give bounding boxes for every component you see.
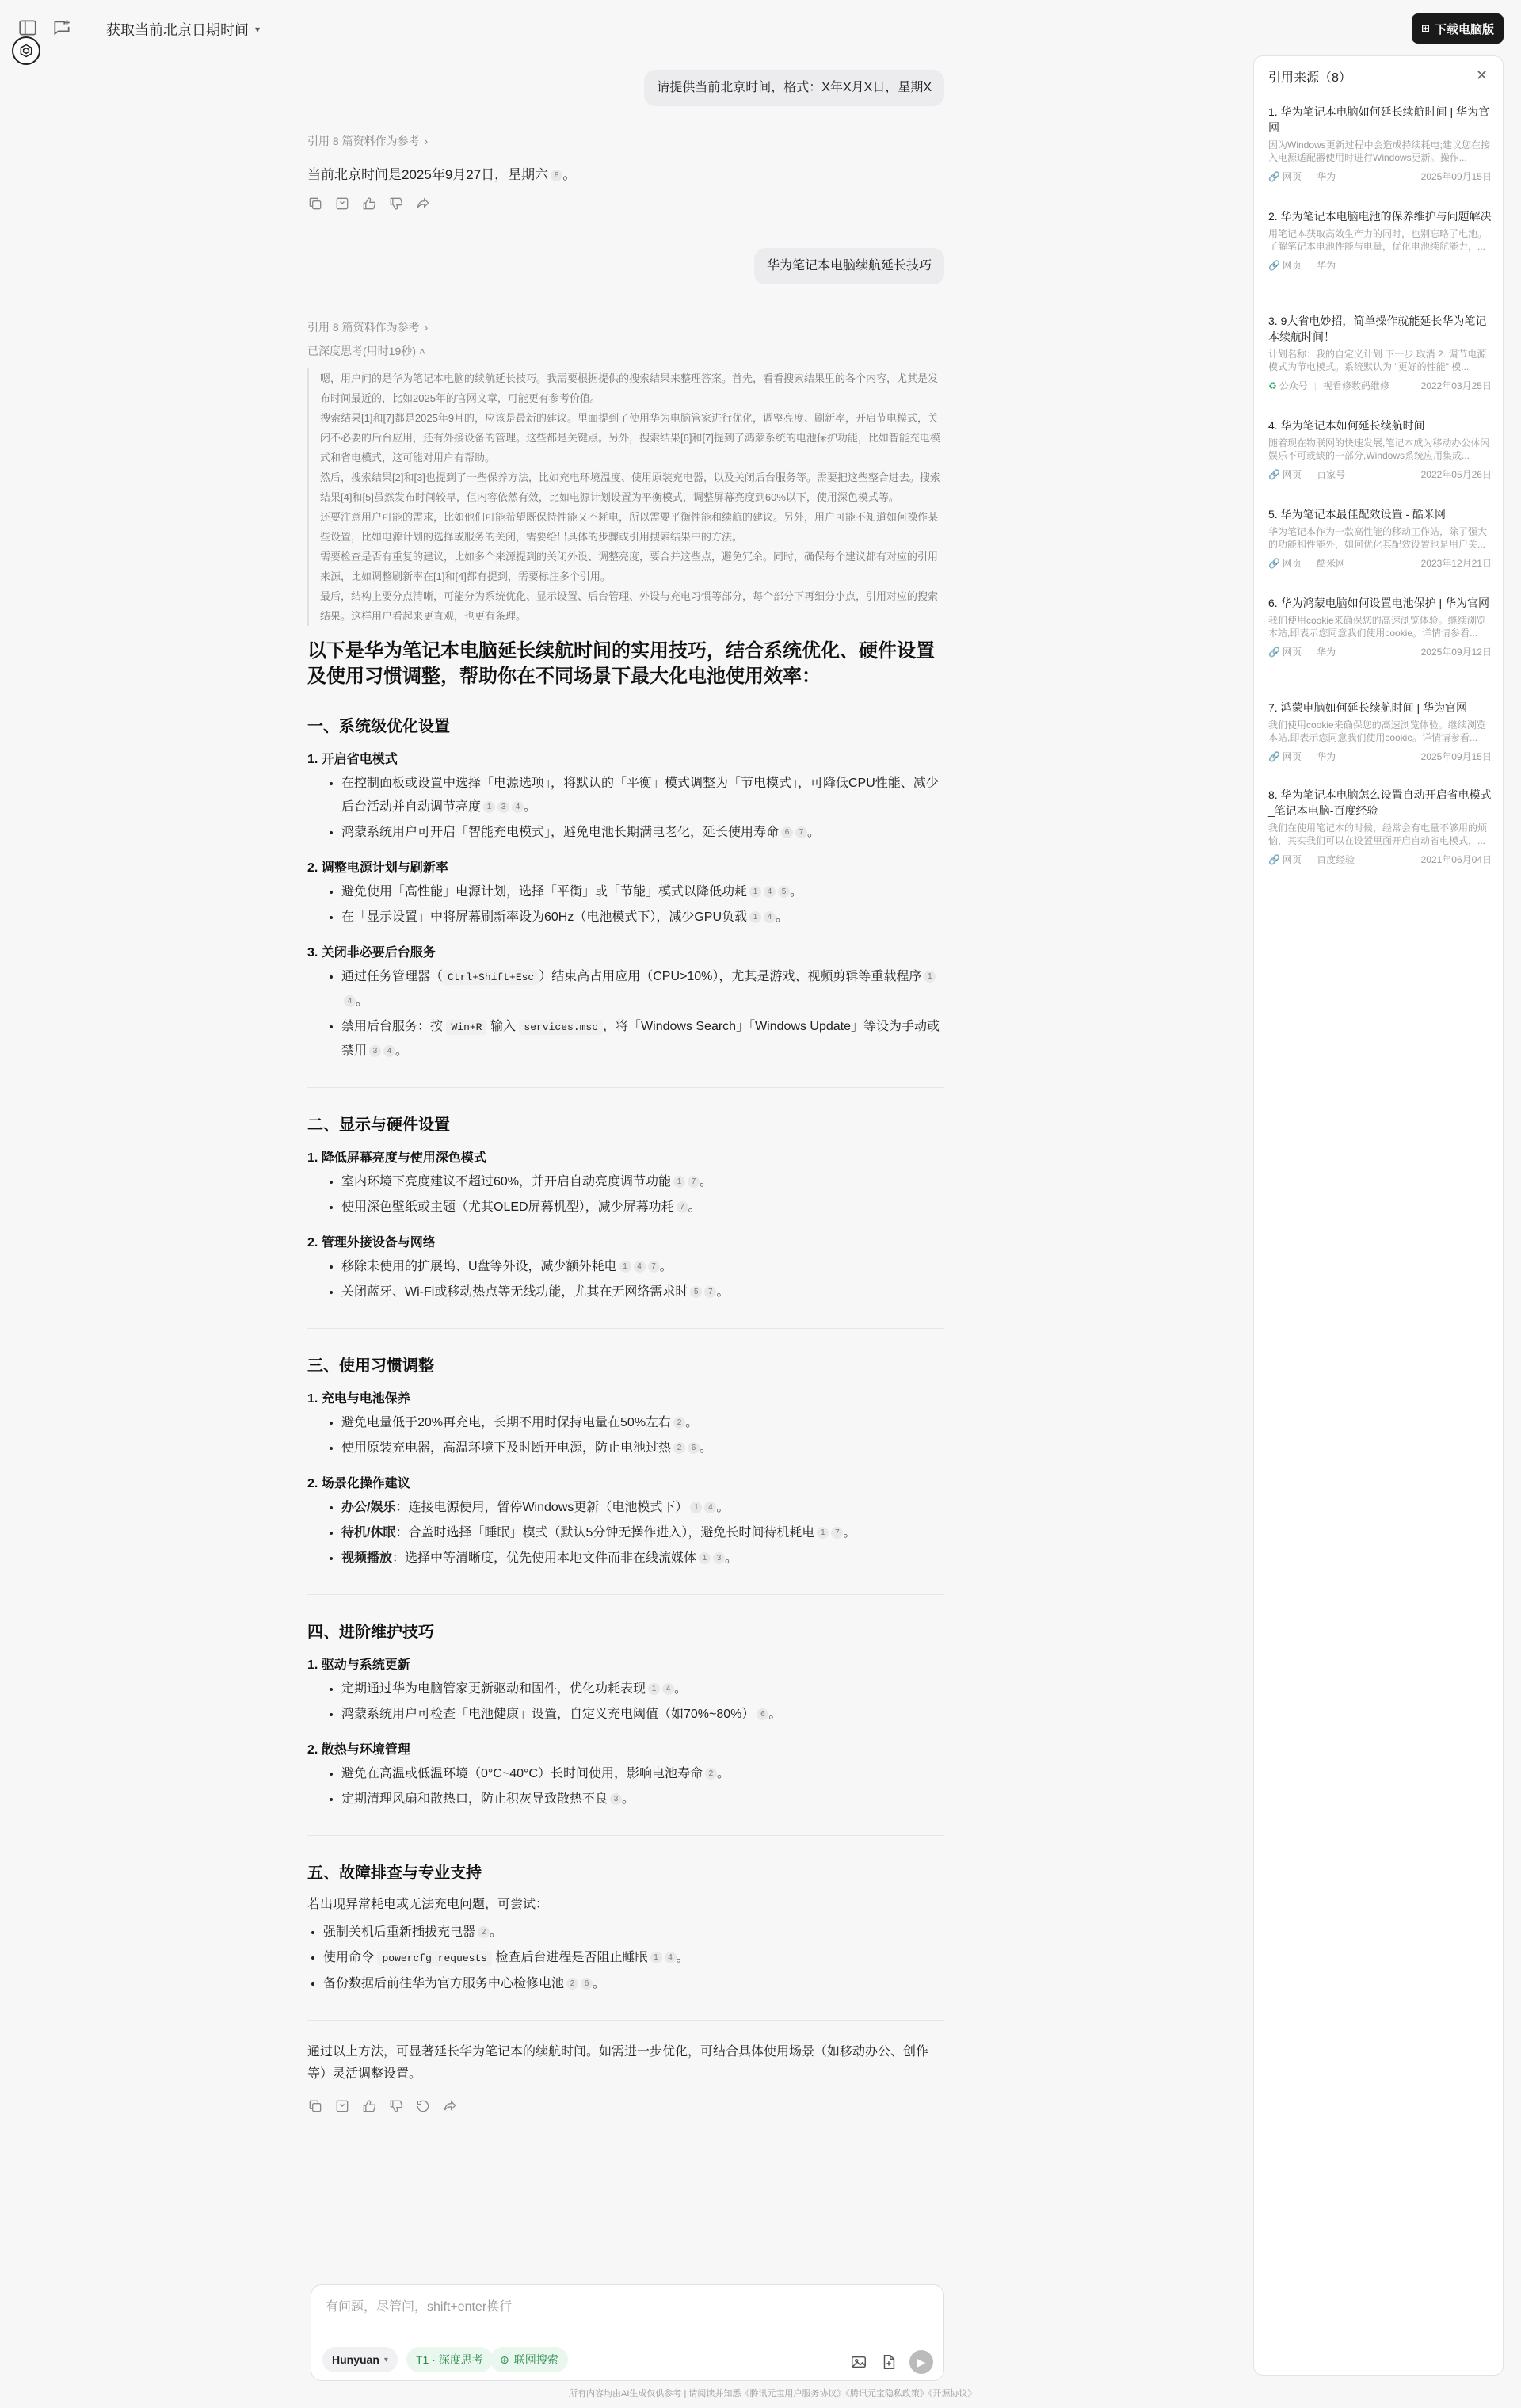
- source-meta: ♻ 公众号 | 视看修数码维修 2022年03月25日: [1268, 380, 1492, 391]
- list-item: • 避免在高温或低温环境（0°C~40°C）长时间使用，影响电池寿命 2 。: [341, 1762, 944, 1786]
- bullet-list: [307, 1762, 944, 1811]
- list-item: • 备份数据后前往华为官方服务中心检修电池 2 6 。: [323, 1972, 944, 1996]
- citation[interactable]: 4: [634, 1261, 646, 1273]
- list-item-text: ：合盖时选择「睡眠」模式（默认5分钟无操作进入），避免长时间待机耗电: [395, 1526, 815, 1540]
- chevron-right-icon: ›: [424, 321, 429, 334]
- list-item: • 移除未使用的扩展坞、U盘等外设，减少额外耗电 1 4 7 。: [341, 1255, 944, 1279]
- bullet-list: [307, 1255, 944, 1304]
- citation[interactable]: 2: [705, 1768, 717, 1780]
- source-item[interactable]: [1268, 595, 1492, 658]
- reference-toggle[interactable]: [307, 133, 944, 149]
- reference-toggle[interactable]: [307, 319, 944, 335]
- message-actions: [307, 196, 944, 212]
- list-item: • 避免电量低于20%再充电，长期不用时保持电量在50%左右 2 。: [341, 1411, 944, 1435]
- app-logo-button[interactable]: [12, 36, 40, 65]
- source-snippet: 因为Windows更新过程中会造成持续耗电;建议您在接入电源适配器使用时进行Windows更新。操作...: [1268, 139, 1491, 163]
- source-date: 2025年09月12日: [1420, 647, 1492, 658]
- logo-icon: [18, 43, 34, 59]
- source-title: 8. 华为笔记本电脑怎么设置自动开启省电模式_笔记本电脑-百度经验: [1268, 788, 1492, 817]
- windows-icon: ⊞: [1421, 22, 1430, 34]
- shortcut-code: Ctrl+Shift+Esc: [443, 970, 539, 985]
- shortcut-code: Win+R: [446, 1020, 486, 1035]
- citation[interactable]: 7: [688, 1176, 700, 1188]
- bullet-list: [307, 1921, 944, 1996]
- source-date: 2021年06月04日: [1420, 854, 1492, 865]
- section-heading: 四、进阶维护技巧: [307, 1624, 434, 1641]
- source-item[interactable]: [1268, 208, 1492, 272]
- source-item[interactable]: [1268, 506, 1492, 570]
- source-type: 网页: [1282, 260, 1302, 271]
- list-item-text: 通过任务管理器（: [341, 970, 444, 983]
- citation[interactable]: 4: [344, 995, 356, 1007]
- list-item: • 视频播放：选择中等清晰度，优先使用本地文件而非在线流媒体 1 3 。: [341, 1547, 944, 1570]
- model-name: Hunyuan: [332, 2353, 379, 2366]
- reference-count: 引用 8 篇资料作为参考: [307, 135, 420, 147]
- list-item-label: 办公/娱乐: [341, 1501, 396, 1514]
- thinking-paragraph: 然后，搜索结果[2]和[3]也提到了一些保养方法，比如充电环境温度、使用原装充电器，以及关闭后台服务等。需要把这些整合进去。搜索结果[4]和[5]虽然发布时间较早，但内容依然有效，比如电源计划设置为平衡模式，调整屏幕亮度到60%以下，使用深色模式等。: [320, 471, 940, 503]
- list-item: • 鸿蒙系统用户可开启「智能充电模式」，避免电池长期满电老化，延长使用寿命 6 7 。: [341, 821, 944, 845]
- citation[interactable]: 1: [749, 911, 761, 923]
- list-item-text: ）结束高占用应用（CPU>10%），尤其是游戏、视频剪辑等重载程序: [539, 970, 922, 983]
- thinking-paragraph: 需要检查是否有重复的建议，比如多个来源提到的关闭外设、调整亮度，要合并这些点，避免冗余。同时，确保每个建议都有对应的引用来源，比如调整刷新率在[1]和[4]都有提到，需要标注多个引用。: [320, 551, 939, 582]
- source-meta: 🔗 网页 | 百家号 2022年05月26日: [1268, 468, 1492, 480]
- list-item-text: 检查后台进程是否阻止睡眠: [495, 1951, 648, 1964]
- source-title: 7. 鸿蒙电脑如何延长续航时间 | 华为官网: [1268, 701, 1467, 714]
- bullet-list: [307, 1411, 944, 1460]
- list-item-text: 在控制面板或设置中选择「电源选项」，将默认的「平衡」模式调整为「节电模式」，可降低CPU性能、减少后台活动并自动调节亮度: [341, 777, 939, 814]
- citation[interactable]: 1: [690, 1502, 702, 1513]
- source-site: 视看修数码维修: [1322, 380, 1389, 391]
- chevron-down-icon: ▾: [255, 24, 261, 35]
- download-desktop-button[interactable]: [1412, 13, 1504, 44]
- answer-headline: 以下是华为笔记本电脑延长续航时间的实用技巧，结合系统优化、硬件设置及使用习惯调整，帮助你在不同场景下最大化电池使用效率：: [307, 640, 935, 687]
- new-chat-icon[interactable]: [51, 17, 72, 38]
- list-item: • 通过任务管理器（ Ctrl+Shift+Esc ）结束高占用应用（CPU>10%），尤其是游戏、视频剪辑等重载程序 14 。: [341, 965, 944, 1013]
- list-item: • 办公/娱乐：连接电源使用，暂停Windows更新（电池模式下） 1 4 。: [341, 1496, 944, 1520]
- message-actions: [307, 2098, 944, 2114]
- list-item-text: 鸿蒙系统用户可检查「电池健康」设置，自定义充电阈值（如70%~80%）: [341, 1708, 755, 1721]
- close-icon[interactable]: ✕: [1476, 67, 1489, 83]
- list-item-text: 在「显示设置」中将屏幕刷新率设为60Hz（电池模式下），减少GPU负载: [341, 910, 748, 924]
- list-item-text: 强制关机后重新插拔充电器: [323, 1925, 476, 1939]
- citation[interactable]: 6: [757, 1708, 768, 1720]
- list-item: • 待机/休眠：合盖时选择「睡眠」模式（默认5分钟无操作进入），避免长时间待机耗电 1 7 。: [341, 1521, 944, 1545]
- share-icon[interactable]: [415, 196, 431, 212]
- source-title: 6. 华为鸿蒙电脑如何设置电池保护 | 华为官网: [1268, 597, 1489, 609]
- source-snippet: 我们在使用笔记本的时候，经常会有电量不够用的烦恼，其实我们可以在设置里面开启自动省电模式，...: [1268, 822, 1488, 846]
- source-date: 2023年12月21日: [1420, 558, 1492, 569]
- citation[interactable]: 2: [478, 1926, 490, 1938]
- chevron-down-icon: ▾: [383, 2355, 388, 2364]
- citation[interactable]: 5: [778, 886, 790, 898]
- source-snippet: 用笔记本获取高效生产力的同时，也别忘略了电池。了解笔记本电池性能与电量，优化电池续航能力，...: [1268, 228, 1488, 252]
- link-icon: 🔗: [1268, 557, 1280, 569]
- citation[interactable]: 3: [610, 1793, 622, 1805]
- source-date: 2025年09月15日: [1420, 751, 1492, 762]
- section-divider: [307, 1328, 944, 1329]
- section-heading: 三、使用习惯调整: [307, 1357, 434, 1375]
- subsection-heading: 1. 驱动与系统更新: [307, 1658, 410, 1672]
- bullet-list: [307, 1677, 944, 1727]
- wechat-icon: ♻: [1268, 380, 1277, 391]
- citation[interactable]: 1: [483, 801, 495, 813]
- subsection-heading: 2. 散热与环境管理: [307, 1743, 410, 1757]
- section-intro: 若出现异常耗电或无法充电问题，可尝试：: [307, 1898, 549, 1911]
- list-item: • 关闭蓝牙、Wi-Fi或移动热点等无线功能，尤其在无网络需求时 5 7 。: [341, 1280, 944, 1304]
- citation[interactable]: 7: [795, 826, 807, 838]
- list-item-label: 视频播放: [341, 1551, 393, 1565]
- thinking-content: [307, 368, 944, 626]
- citation[interactable]: 6: [688, 1442, 700, 1454]
- list-item: • 室内环境下亮度建议不超过60%，并开启自动亮度调节功能 1 7 。: [341, 1170, 944, 1194]
- chat-thread: [307, 70, 944, 2114]
- sidebar-toggle-icon[interactable]: [17, 17, 38, 38]
- user-message: [307, 248, 944, 284]
- list-item-text: 鸿蒙系统用户可开启「智能充电模式」，避免电池长期满电老化，延长使用寿命: [341, 826, 780, 839]
- list-item-text: 定期清理风扇和散热口，防止积灰导致散热不良: [341, 1792, 608, 1806]
- list-item-text: 关闭蓝牙、Wi-Fi或移动热点等无线功能，尤其在无网络需求时: [341, 1285, 688, 1299]
- citation[interactable]: 4: [764, 911, 776, 923]
- source-item[interactable]: [1268, 418, 1492, 481]
- subsection-heading: 1. 降低屏幕亮度与使用深色模式: [307, 1151, 486, 1165]
- assistant-answer: 当前北京时间是2025年9月27日，星期六 8 。: [307, 167, 577, 182]
- citation[interactable]: 1: [924, 971, 936, 983]
- section-divider: [307, 1087, 944, 1088]
- sources-title: 引用来源（8）: [1268, 71, 1351, 85]
- bullet-list: [307, 1496, 944, 1570]
- list-item-text: 输入: [490, 1020, 516, 1033]
- bullet-list: [307, 772, 944, 845]
- subsection-heading: 3. 关闭非必要后台服务: [307, 946, 436, 960]
- source-item[interactable]: [1268, 104, 1492, 183]
- section-divider: [307, 1594, 944, 1595]
- citation[interactable]: 4: [704, 1502, 716, 1513]
- citation[interactable]: 1: [650, 1952, 662, 1963]
- section-heading: 一、系统级优化设置: [307, 718, 450, 735]
- model-selector[interactable]: [322, 2347, 398, 2372]
- thinking-paragraph: 还要注意用户可能的需求，比如他们可能希望既保持性能又不耗电，所以需要平衡性能和续航的建议。另外，用户可能不知道如何操作某些设置，比如电源计划的选择或服务的关闭，需要给出具体的步骤或引用搜索结果中的方法。: [320, 511, 939, 543]
- list-item: • 强制关机后重新插拔充电器 2 。: [323, 1921, 944, 1944]
- citation[interactable]: 5: [690, 1286, 702, 1298]
- source-site: 百家号: [1317, 469, 1346, 480]
- subsection-heading: 2. 管理外接设备与网络: [307, 1236, 436, 1250]
- list-item: • 禁用后台服务：按 Win+R 输入 services.msc ，将「Windows Search」「Windows Update」等设为手动或禁用 3 4 。: [341, 1015, 944, 1063]
- link-icon: 🔗: [1268, 750, 1280, 762]
- list-item: • 使用深色壁纸或主题（尤其OLED屏幕机型），减少屏幕功耗 7 。: [341, 1196, 944, 1219]
- citation[interactable]: 1: [699, 1552, 711, 1564]
- source-type: 网页: [1282, 469, 1302, 480]
- download-label: 下载电脑版: [1434, 22, 1494, 36]
- list-item: • 使用原装充电器，高温环境下及时断开电源，防止电池过热 2 6 。: [341, 1437, 944, 1460]
- citation[interactable]: 2: [673, 1442, 685, 1454]
- list-item-text: 使用原装充电器，高温环境下及时断开电源，防止电池过热: [341, 1441, 672, 1455]
- deep-think-toggle[interactable]: [406, 2347, 493, 2372]
- source-item[interactable]: [1268, 787, 1492, 866]
- answer-text: 当前北京时间是2025年9月27日，星期六: [307, 167, 549, 182]
- link-icon: 🔗: [1268, 853, 1280, 865]
- citation[interactable]: 7: [677, 1201, 688, 1213]
- link-icon: 🔗: [1268, 646, 1280, 658]
- citation[interactable]: 6: [781, 826, 793, 838]
- link-icon: 🔗: [1268, 170, 1280, 182]
- deep-think-label: T1 · 深度思考: [416, 2353, 483, 2366]
- bullet-list: [307, 880, 944, 929]
- list-item: • 使用命令 powercfg requests 检查后台进程是否阻止睡眠 1 4 。: [323, 1946, 944, 1971]
- source-meta: 🔗 网页 | 华为 2025年09月12日: [1268, 646, 1492, 658]
- citation[interactable]: 1: [817, 1527, 829, 1539]
- section-heading: 二、显示与硬件设置: [307, 1116, 450, 1134]
- thumbs-up-icon[interactable]: [361, 2098, 377, 2114]
- source-snippet: 我们使用cookie来确保您的高速浏览体验。继续浏览本站,即表示您同意我们使用cookie。详情请参看...: [1268, 615, 1486, 639]
- user-message: [307, 70, 944, 106]
- citation[interactable]: 4: [764, 886, 776, 898]
- bullet-list: [307, 965, 944, 1063]
- citation[interactable]: 8: [551, 170, 562, 181]
- citation[interactable]: 1: [648, 1683, 660, 1695]
- thinking-paragraph: 嗯，用户问的是华为笔记本电脑的续航延长技巧。我需要根据提供的搜索结果来整理答案。首先，看看搜索结果里的各个内容，尤其是发布时间最近的，比如2025年的官网文章，可能更有参考价值。: [320, 372, 939, 404]
- source-title: 4. 华为笔记本如何延长续航时间: [1268, 419, 1425, 432]
- source-snippet: 计划名称：我的自定义计划 下一步 取消 2. 调节电源模式为节电模式。系统默认为 "更好的性能" 模...: [1268, 349, 1487, 372]
- list-item-text: 备份数据后前往华为官方服务中心检修电池: [323, 1977, 565, 1990]
- chevron-up-icon: ˄: [418, 345, 426, 357]
- top-bar: [0, 0, 1521, 55]
- list-item-text: 室内环境下亮度建议不超过60%，并开启自动亮度调节功能: [341, 1175, 672, 1189]
- citation[interactable]: 1: [673, 1176, 685, 1188]
- source-title: 1. 华为笔记本电脑如何延长续航时间 | 华为官网: [1268, 105, 1489, 134]
- source-meta: 🔗 网页 | 华为 2025年09月15日: [1268, 170, 1492, 182]
- copy-icon[interactable]: [307, 2098, 323, 2114]
- thumbs-down-icon[interactable]: [388, 2098, 404, 2114]
- chat-title-text: 获取当前北京日期时间: [106, 22, 249, 38]
- source-date: 2025年09月15日: [1420, 171, 1492, 182]
- source-item[interactable]: [1268, 700, 1492, 763]
- subsection-heading: 1. 开启省电模式: [307, 753, 398, 766]
- citation[interactable]: 4: [383, 1045, 395, 1057]
- command-code: services.msc: [519, 1020, 603, 1035]
- citation[interactable]: 2: [673, 1417, 685, 1429]
- source-snippet: 我们使用cookie来确保您的高速浏览体验。继续浏览本站,即表示您同意我们使用cookie。详情请参看...: [1268, 719, 1486, 743]
- user-message-bubble: 华为笔记本电脑续航延长技巧: [754, 248, 944, 284]
- source-title: 2. 华为笔记本电脑电池的保养维护与问题解决: [1268, 210, 1492, 223]
- list-item-label: 待机/休眠: [341, 1526, 396, 1540]
- list-item-text: 避免使用「高性能」电源计划，选择「平衡」或「节能」模式以降低功耗: [341, 885, 748, 899]
- chat-input-box: [311, 2284, 944, 2381]
- thinking-duration: 已深度思考(用时19秒): [307, 345, 416, 357]
- citation[interactable]: 3: [713, 1552, 725, 1564]
- source-type: 网页: [1282, 171, 1302, 182]
- source-type: 网页: [1282, 647, 1302, 658]
- list-item: • 避免使用「高性能」电源计划，选择「平衡」或「节能」模式以降低功耗 1 4 5 。: [341, 880, 944, 904]
- source-type: 公众号: [1279, 380, 1308, 391]
- regenerate-icon[interactable]: [415, 2098, 431, 2114]
- image-upload-icon[interactable]: [850, 2353, 867, 2371]
- citation[interactable]: 3: [497, 801, 509, 813]
- thinking-toggle[interactable]: [307, 343, 944, 359]
- list-item-text: 使用深色壁纸或主题（尤其OLED屏幕机型），减少屏幕功耗: [341, 1200, 674, 1214]
- thinking-paragraph: 搜索结果[1]和[7]都是2025年9月的，应该是最新的建议。里面提到了使用华为电脑管家进行优化，调整亮度、刷新率，开启节电模式，关闭不必要的后台应用，还有外接设备的管理。这些都是关键点。另外，搜索结果[6]和[7]提到了鸿蒙系统的电池保护功能，比如智能充电模式和省电模式，这可能对用户有帮助。: [320, 412, 940, 464]
- source-snippet: 随着现在物联网的快速发展,笔记本成为移动办公休闲娱乐不可或缺的一部分,Windows系统应用集成...: [1268, 437, 1490, 461]
- user-message-bubble: 请提供当前北京时间，格式：X年X月X日，星期X: [644, 70, 944, 106]
- list-item-text: 使用命令: [323, 1951, 375, 1964]
- source-meta: 🔗 网页 | 华为 2025年09月15日: [1268, 750, 1492, 762]
- link-icon: 🔗: [1268, 259, 1280, 271]
- subsection-heading: 2. 调整电源计划与刷新率: [307, 861, 448, 875]
- source-item[interactable]: [1268, 313, 1492, 392]
- sources-panel: [1253, 55, 1504, 2376]
- source-site: 百度经验: [1317, 854, 1355, 865]
- list-item: • 在「显示设置」中将屏幕刷新率设为60Hz（电池模式下），减少GPU负载 1 4 。: [341, 906, 944, 929]
- list-item: • 定期清理风扇和散热口，防止积灰导致散热不良 3 。: [341, 1788, 944, 1811]
- link-icon: 🔗: [1268, 468, 1280, 480]
- source-meta: 🔗 网页 | 百度经验 2021年06月04日: [1268, 853, 1492, 865]
- source-type: 网页: [1282, 751, 1302, 762]
- send-button[interactable]: [909, 2350, 933, 2374]
- citation[interactable]: 1: [619, 1261, 631, 1273]
- bookmark-icon[interactable]: [334, 196, 350, 212]
- list-item-text: 避免在高温或低温环境（0°C~40°C）长时间使用，影响电池寿命: [341, 1767, 703, 1780]
- footer-disclaimer: 所有内容均由AI生成仅供参考 | 请阅读并知悉《腾讯元宝用户服务协议》《腾讯元宝隐私政策》《开源协议》: [569, 2389, 977, 2398]
- command-code: powercfg requests: [377, 1951, 492, 1966]
- file-upload-icon[interactable]: [880, 2353, 898, 2371]
- subsection-heading: 1. 充电与电池保养: [307, 1392, 410, 1406]
- citation[interactable]: 2: [566, 1978, 578, 1990]
- web-search-toggle[interactable]: [490, 2347, 568, 2372]
- list-item-text: 移除未使用的扩展坞、U盘等外设，减少额外耗电: [341, 1260, 617, 1273]
- source-type: 网页: [1282, 558, 1302, 569]
- list-item: • 在控制面板或设置中选择「电源选项」，将默认的「平衡」模式调整为「节电模式」，可降低CPU性能、减少后台活动并自动调节亮度 1 3 4 。: [341, 772, 944, 819]
- citation[interactable]: 4: [662, 1683, 674, 1695]
- citation[interactable]: 4: [665, 1952, 677, 1963]
- section-heading: 五、故障排查与专业支持: [307, 1864, 482, 1882]
- citation[interactable]: 1: [749, 886, 761, 898]
- source-site: 华为: [1317, 171, 1336, 182]
- source-site: 酷米网: [1317, 558, 1346, 569]
- thumbs-up-icon[interactable]: [361, 196, 377, 212]
- chat-title[interactable]: [106, 19, 260, 40]
- source-site: 华为: [1317, 647, 1336, 658]
- list-item-text: ：选择中等清晰度，优先使用本地文件而非在线流媒体: [392, 1551, 697, 1565]
- list-item-text: ，将「Windows Search」「Windows Update」等设为手动或禁用: [341, 1020, 940, 1058]
- list-item-text: 定期通过华为电脑管家更新驱动和固件，优化功耗表现: [341, 1682, 646, 1696]
- list-item-text: ：连接电源使用，暂停Windows更新（电池模式下）: [395, 1501, 688, 1514]
- copy-icon[interactable]: [307, 196, 323, 212]
- bookmark-icon[interactable]: [334, 2098, 350, 2114]
- chat-input[interactable]: 有问题，尽管问，shift+enter换行: [326, 2300, 513, 2314]
- thinking-paragraph: 最后，结构上要分点清晰，可能分为系统优化、显示设置、后台管理、外设与充电习惯等部分，每个部分下再细分小点，引用对应的搜索结果。这样用户看起来更直观，也更有条理。: [320, 590, 939, 622]
- bullet-list: [307, 1170, 944, 1219]
- citation[interactable]: 6: [581, 1978, 593, 1990]
- send-arrow-icon: ▶: [917, 2355, 926, 2368]
- globe-icon: ⊕: [500, 2353, 509, 2366]
- source-title: 3. 9大省电妙招，简单操作就能延长华为笔记本续航时间！: [1268, 315, 1487, 343]
- list-item-text: 避免电量低于20%再充电，长期不用时保持电量在50%左右: [341, 1416, 672, 1429]
- thumbs-down-icon[interactable]: [388, 196, 404, 212]
- source-title: 5. 华为笔记本最佳配效设置 - 酷米网: [1268, 508, 1447, 521]
- subsection-heading: 2. 场景化操作建议: [307, 1477, 410, 1490]
- source-date: 2022年03月25日: [1420, 380, 1492, 391]
- list-item: • 鸿蒙系统用户可检查「电池健康」设置，自定义充电阈值（如70%~80%） 6 。: [341, 1703, 944, 1727]
- reference-count: 引用 8 篇资料作为参考: [307, 321, 420, 334]
- citation[interactable]: 7: [831, 1527, 843, 1539]
- source-type: 网页: [1282, 854, 1302, 865]
- chevron-right-icon: ›: [424, 135, 429, 147]
- section-divider: [307, 2020, 944, 2021]
- closing-paragraph: 通过以上方法，可显著延长华为笔记本的续航时间。如需进一步优化，可结合具体使用场景（如移动办公、创作等）灵活调整设置。: [307, 2045, 929, 2081]
- source-meta: 🔗 网页 | 酷米网 2023年12月21日: [1268, 557, 1492, 569]
- citation[interactable]: 4: [512, 801, 524, 813]
- citation[interactable]: 3: [369, 1045, 381, 1057]
- share-icon[interactable]: [442, 2098, 458, 2114]
- source-meta: 🔗 网页 | 华为: [1268, 259, 1336, 271]
- list-item: • 定期通过华为电脑管家更新驱动和固件，优化功耗表现 1 4 。: [341, 1677, 944, 1701]
- source-site: 华为: [1317, 260, 1336, 271]
- section-divider: [307, 1835, 944, 1836]
- source-date: 2022年05月26日: [1420, 469, 1492, 480]
- citation[interactable]: 7: [704, 1286, 716, 1298]
- source-site: 华为: [1317, 751, 1336, 762]
- citation[interactable]: 7: [648, 1261, 660, 1273]
- web-search-label: 联网搜索: [513, 2353, 558, 2366]
- list-item-text: 禁用后台服务：按: [341, 1020, 444, 1033]
- source-snippet: 华为笔记本作为一款高性能的移动工作站，除了强大的功能和性能外，如何优化其配效设置也是用户关...: [1268, 526, 1488, 550]
